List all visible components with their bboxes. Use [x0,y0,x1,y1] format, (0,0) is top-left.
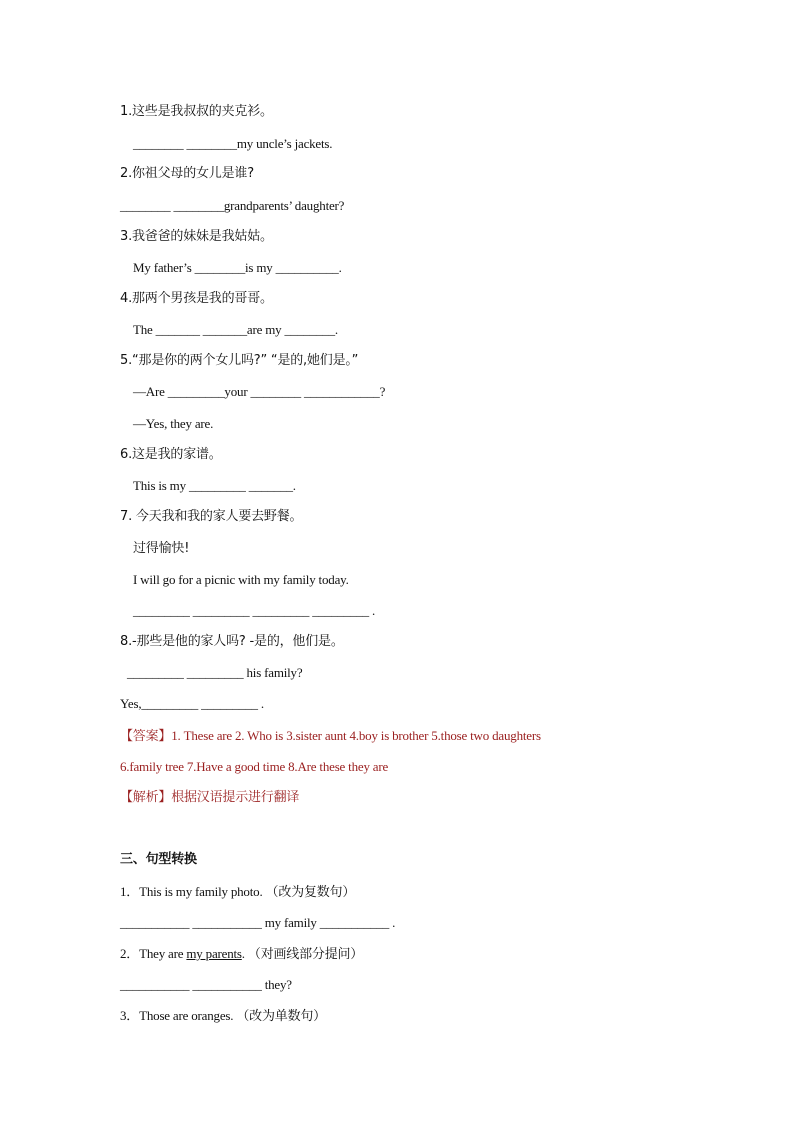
q2-answer-line: ________ ________grandparents’ daughter? [120,198,345,213]
q5-answer-line-1: —Are _________your ________ ____________? [133,384,386,399]
q2-prompt: 2.你祖父母的女儿是谁? [120,166,254,181]
q3-answer-line: My father’s ________is my __________. [133,260,342,275]
q5-answer-line-2: —Yes, they are. [133,416,214,431]
answer-key-label: 【答案】 [120,729,172,744]
q8-answer-line-2: Yes,_________ _________ . [120,696,264,711]
analysis-text: 根据汉语提示进行翻译 [171,790,300,805]
s3-q1-prompt: 1．This is my family photo. （改为复数句） [120,884,356,899]
answer-key-line-1: 1. These are 2. Who is 3.sister aunt 4.boy is brother 5.those two daughters [171,728,541,743]
s3-q2-prompt-post: . （对画线部分提问） [241,946,364,961]
q1-prompt: 1.这些是我叔叔的夹克衫。 [120,104,273,119]
s3-q2-prompt-pre: 2．They are [120,946,187,961]
s3-q3-prompt: 3．Those are oranges. （改为单数句） [120,1008,326,1023]
q7-answer-line: _________ _________ _________ _________ . [133,603,376,618]
analysis-label: 【解析】 [120,790,172,805]
s3-q2-answer-line: ___________ ___________ they? [120,977,292,992]
answer-key-row-1 [120,726,541,747]
q4-answer-line: The _______ _______are my ________. [133,322,338,337]
q6-answer-line: This is my _________ _______. [133,478,296,493]
q7-prompt-2: 过得愉快! [133,541,190,556]
s3-q2-prompt-underlined: my parents [186,946,242,961]
s3-q2-prompt [120,944,363,964]
analysis-row [120,788,299,808]
q7-prompt: 7. 今天我和我的家人要去野餐。 [120,509,303,524]
q8-answer-line-1: _________ _________ his family? [127,665,303,680]
section-3-heading: 三、句型转换 [120,852,197,867]
q4-prompt: 4.那两个男孩是我的哥哥。 [120,291,273,306]
q6-prompt: 6.这是我的家谱。 [120,447,222,462]
q1-answer-line: ________ ________my uncle’s jackets. [133,136,333,151]
q7-english: I will go for a picnic with my family today. [133,572,349,587]
q5-prompt: 5.“那是你的两个女儿吗?” “是的,她们是。” [120,353,359,368]
q3-prompt: 3.我爸爸的妹妹是我姑姑。 [120,229,273,244]
s3-q1-answer-line: ___________ ___________ my family ___________ . [120,915,396,930]
q8-prompt: 8.-那些是他的家人吗? -是的，他们是。 [120,634,344,649]
answer-key-line-2: 6.family tree 7.Have a good time 8.Are these they are [120,759,389,774]
